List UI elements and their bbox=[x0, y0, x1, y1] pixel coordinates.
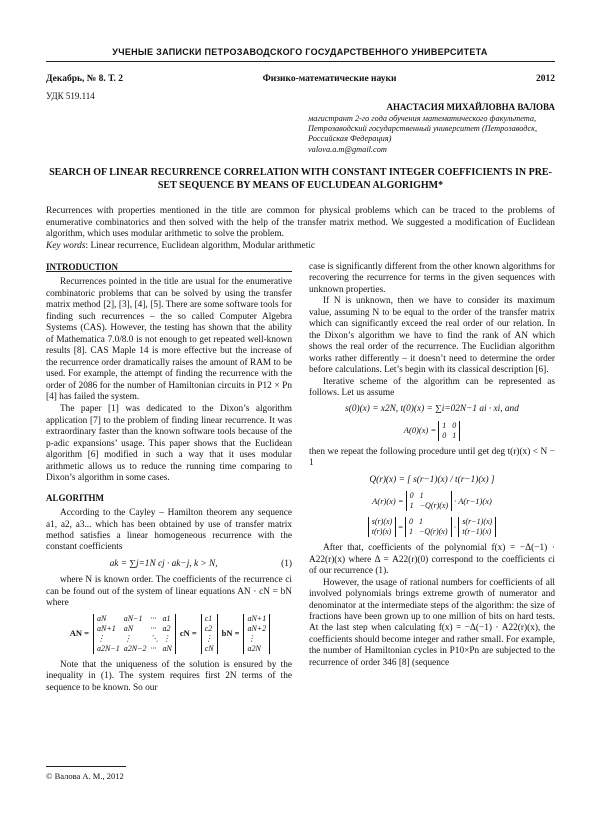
matrix-cell: 0 bbox=[442, 430, 447, 440]
equation-Ar-lhs: A(r)(x) = bbox=[372, 495, 404, 506]
matrix-A bbox=[93, 614, 176, 654]
right-paragraph-4: then we repeat the following procedure until get deg t(r)(x) < N − 1 bbox=[309, 446, 555, 469]
keywords-list: : Linear recurrence, Euclidean algorithm, Modular arithmetic bbox=[85, 240, 316, 251]
matrix-A0 bbox=[438, 421, 460, 441]
matrix-cell: ⋮ bbox=[247, 633, 256, 643]
matrix-cell: a1 bbox=[162, 613, 171, 623]
right-paragraph-5: After that, coefficients of the polynomial f(x) = −Δ(−1) · A22(r)(x) where Δ = A22(r)(0) correspond to the coefficients ci of our recurrence (1). bbox=[309, 543, 555, 577]
matrix-cell: s(r)(x) bbox=[371, 517, 393, 527]
right-paragraph-1: case is significantly different from the other known algorithms for recovering the recurrence for terms in the given sequences with unknown properties. bbox=[309, 262, 555, 295]
keywords bbox=[46, 241, 555, 253]
keywords-label: Key words bbox=[46, 240, 86, 251]
abstract bbox=[46, 206, 555, 252]
matrix-cell: 0 bbox=[452, 420, 457, 430]
matrix-cell: ⋮ bbox=[204, 633, 213, 643]
matrix-cell: c2 bbox=[204, 623, 213, 633]
vector-st-r bbox=[368, 517, 396, 537]
matrix-Ar bbox=[406, 491, 453, 511]
equation-Ar bbox=[309, 491, 555, 511]
matrix-cell: a2N−1 bbox=[97, 643, 120, 653]
matrix-cell: a2N−2 bbox=[123, 643, 147, 653]
issue-line bbox=[46, 74, 555, 84]
matrix-cell: 0 bbox=[409, 517, 414, 527]
section-heading-algorithm: ALGORITHM bbox=[46, 492, 105, 503]
matrix-cell: aN bbox=[97, 613, 107, 623]
vector-b bbox=[243, 614, 270, 654]
issue-number: Декабрь, № 8. Т. 2 bbox=[46, 74, 124, 84]
algorithm-paragraph-3: Note that the uniqueness of the solution is ensured by the inequality in (1). The system requires first 2N terms of the sequence to be known. So our bbox=[46, 659, 292, 693]
intro-paragraph-2: The paper [1] was dedicated to the Dixon’s algorithm application [7] to the problem of finding linear recurrence. It was extraordinary faster than the known software tools because of the p-adic expansions’ usage. This paper shows that the Euclidean algorithm [6] modified in such a way that it uses modular arithmetic allows us to reduce the running time comparing to Dixon’s algorithm in some cases. bbox=[46, 404, 292, 484]
matrix-cell: ⋱ bbox=[150, 633, 159, 643]
matrix-cell: c1 bbox=[204, 613, 213, 623]
equation-1-number: (1) bbox=[281, 558, 292, 569]
author-affiliation bbox=[308, 114, 555, 155]
copyright: © Валова А. М., 2012 bbox=[46, 771, 124, 781]
section-name: Физико-математические науки bbox=[262, 74, 397, 84]
matrix-cell: ⋮ bbox=[97, 633, 106, 643]
equation-1 bbox=[46, 559, 292, 570]
equation-Ar-tail: · A(r−1)(x) bbox=[454, 495, 492, 506]
matrix-Ar-copy bbox=[405, 517, 452, 537]
dot-operator: · bbox=[453, 521, 457, 532]
matrix-cell: ··· bbox=[150, 623, 157, 633]
matrix-cell: a2 bbox=[162, 623, 171, 633]
matrix-cell: −Q(r)(x) bbox=[419, 501, 449, 511]
right-column bbox=[309, 262, 555, 669]
matrix-cell: t(r)(x) bbox=[371, 527, 392, 537]
equation-Q: Q(r)(x) = [ s(r−1)(x) / t(r−1)(x) ] bbox=[369, 474, 495, 485]
vector-c-label: cN = bbox=[179, 627, 197, 638]
matrix-cell: s(r−1)(x) bbox=[462, 517, 493, 527]
right-paragraph-6: However, the usage of rational numbers for coefficients of all involved polynomials brings extreme growth of numerator and denominator at the intermediate steps of the algorithm: the size of fractions have been grown up to one million of bits on hard tests. At the last step when calculating f(x) = −Δ(−1) · A22(r)(x), the coefficients should become integer and rather small. For example, the number of Hamiltonian cycles in P10×Pn are subjected to the recurrence of order 346 [8] (sequence bbox=[309, 577, 555, 668]
algorithm-paragraph-1: According to the Cayley – Hamilton theorem any sequence a1, a2, a3... which has been obtained by use of transfer matrix method satisfies a linear homogeneous recurrence with the constant coefficients bbox=[46, 508, 292, 553]
matrix-cell: aN+1 bbox=[247, 613, 267, 623]
matrix-cell: −Q(r)(x) bbox=[419, 527, 448, 537]
equation-A0-lhs: A(0)(x) = bbox=[403, 425, 437, 436]
journal-title: УЧЕНЫЕ ЗАПИСКИ ПЕТРОЗАВОДСКОГО ГОСУДАРСТВЕННОГО УНИВЕРСИТЕТА bbox=[112, 47, 488, 57]
year: 2012 bbox=[535, 74, 555, 84]
vector-c bbox=[201, 614, 218, 654]
matrix-cell: aN+1 bbox=[97, 623, 116, 633]
equation-1-formula: ak = ∑j=1N cj · ak−j, k > N, bbox=[109, 558, 218, 569]
matrix-cell: ··· bbox=[150, 643, 157, 653]
matrix-cell: 1 bbox=[409, 501, 414, 511]
matrix-cell: ⋮ bbox=[162, 633, 171, 643]
equation-s0-t0: s(0)(x) = x2N, t(0)(x) = ∑i=02N−1 ai · xi, and bbox=[345, 404, 519, 415]
matrix-A-label: AN = bbox=[69, 627, 90, 638]
footnote-divider bbox=[46, 766, 126, 767]
paper-title: SEARCH OF LINEAR RECURRENCE CORRELATION WITH CONSTANT INTEGER COEFFICIENTS IN PRE-SET SEQUENCE BY MEANS OF EUCLUDEAN ALGORIGHM* bbox=[49, 167, 552, 191]
vector-b-label: bN = bbox=[221, 627, 240, 638]
matrix-cell: aN bbox=[123, 623, 134, 633]
author-email[interactable]: valova.a.m@gmail.com bbox=[308, 144, 387, 154]
matrix-definitions bbox=[46, 614, 292, 654]
vector-st-prev bbox=[458, 517, 496, 537]
matrix-cell: a2N bbox=[247, 643, 261, 653]
matrix-cell: 0 bbox=[409, 491, 414, 501]
matrix-cell: ⋮ bbox=[123, 633, 132, 643]
matrix-cell: 1 bbox=[409, 527, 414, 537]
matrix-cell: t(r−1)(x) bbox=[462, 527, 492, 537]
matrix-cell: aN−1 bbox=[123, 613, 143, 623]
matrix-cell: 1 bbox=[419, 517, 424, 527]
matrix-cell: ··· bbox=[150, 613, 157, 623]
matrix-cell: 1 bbox=[452, 430, 457, 440]
matrix-cell: 1 bbox=[442, 420, 447, 430]
equals-sign: = bbox=[398, 521, 404, 532]
author-name: АНАСТАСИЯ МИХАЙЛОВНА ВАЛОВА bbox=[386, 102, 555, 112]
matrix-cell: aN+2 bbox=[247, 623, 267, 633]
udk-code: УДК 519.114 bbox=[46, 91, 95, 101]
section-heading-introduction: INTRODUCTION bbox=[46, 262, 119, 272]
matrix-cell: 1 bbox=[419, 491, 424, 501]
header-divider bbox=[46, 61, 555, 62]
matrix-cell: cN bbox=[204, 643, 214, 653]
matrix-cell: aN bbox=[162, 643, 172, 653]
left-column bbox=[46, 262, 292, 694]
right-paragraph-3: Iterative scheme of the algorithm can be represented as follows. Let us assume bbox=[309, 376, 555, 398]
abstract-text: Recurrences with properties mentioned in the title are common for physical problems which can be traced to the problems of enumerative combinatorics and then solved with the help of the transfer matrix method. We suggested a modification of Euclidean algorithm, which uses modular arithmetic to solve the problem. bbox=[46, 206, 555, 240]
intro-paragraph-1: Recurrences pointed in the title are usual for the enumerative combinatoric problems that can be solved by using the transfer matrix method [2], [3], [4], [5]. There are some software tools for finding such recurrences – the so called Computer Algebra Systems (CAS). However, the testing has shown that the ability of Mathematica 7.0/8.0 is not enough to get repeated well-known results [8]. CAS Maple 14 is more effective but the increase of the recurrence order dramatically raises the amount of RAM to be used. For example, the attempt of finding the recurrence with the order of 2086 for the number of Hamiltonian circuits in P12 × Pn [4] has failed the system. bbox=[46, 277, 292, 402]
equation-A0 bbox=[309, 421, 555, 441]
algorithm-paragraph-2: where N is known order. The coefficients of the recurrence ci can be found out of the system of linear equations AN · cN = bN where bbox=[46, 575, 292, 609]
equation-st-update bbox=[309, 517, 555, 537]
affiliation-text: магистрант 2-го года обучения математического факультета, Петрозаводский государственный университет (Петрозаводск, Российская Федерация) bbox=[308, 114, 538, 144]
right-paragraph-2: If N is unknown, then we have to consider its maximum value, assuming N to be equal to the order of the transfer matrix which can significantly exceed the real order of our relation. In the Dixon’s algorithm we have to find the rank of AN which shows the real order of the recurrence. The Euclidian algorithm works rather differently – it doesn’t need to determine the order before calculations. Let’s begin with its classical description [6]. bbox=[309, 296, 555, 376]
